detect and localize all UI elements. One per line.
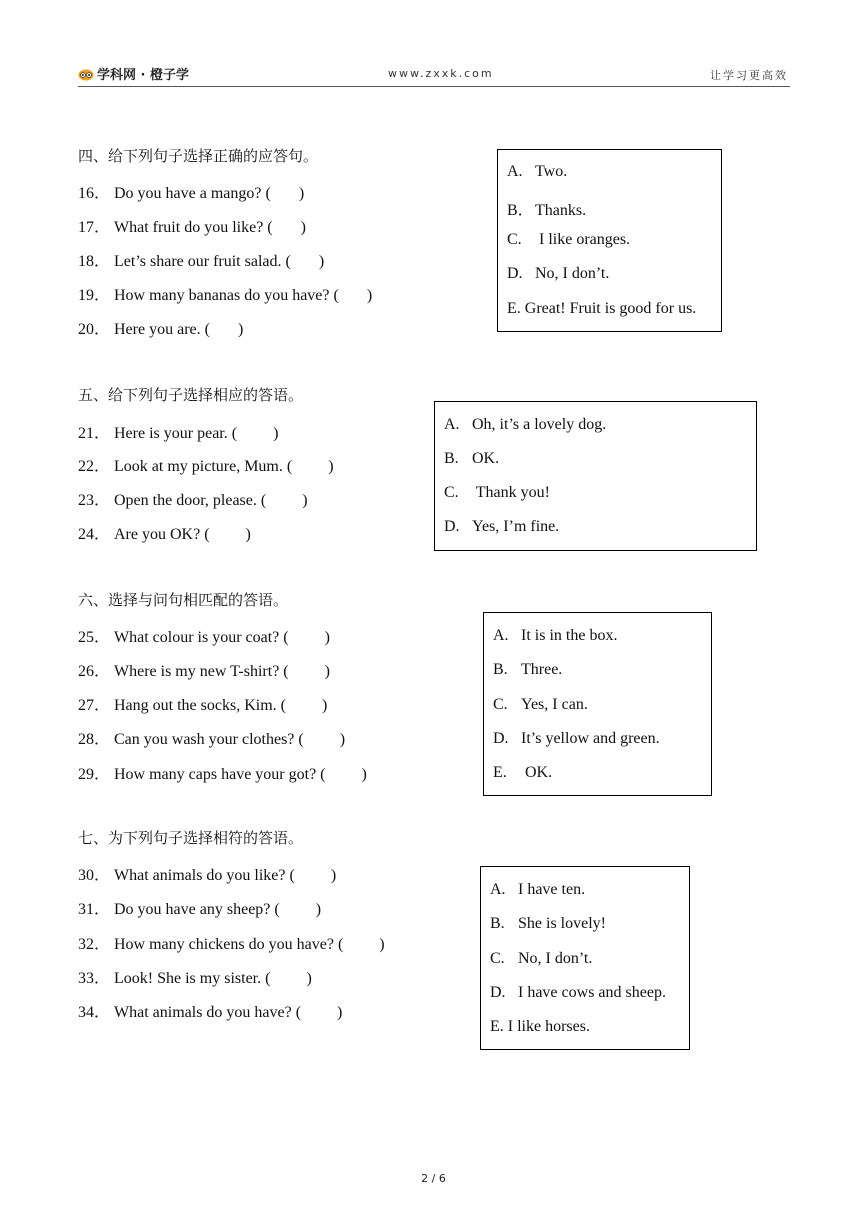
question-item — [78, 761, 367, 784]
owl-logo-icon — [78, 67, 94, 81]
question-text: Hang out the socks, Kim. ( — [114, 697, 286, 714]
question-number: 25． — [78, 629, 111, 646]
options-box — [497, 149, 722, 332]
option-text: No, I don’t. — [518, 950, 593, 967]
option-item — [444, 450, 499, 468]
answer-blank-close[interactable]: ) — [318, 253, 325, 270]
site-slogan: 让学习更高效 — [710, 69, 788, 82]
question-item — [78, 965, 312, 988]
option-text: OK. — [521, 764, 553, 781]
option-text: Yes, I can. — [521, 696, 588, 713]
question-number: 34． — [78, 1004, 111, 1021]
logo-text: 学科网 · 橙子学 — [97, 68, 189, 83]
question-item — [78, 248, 324, 271]
option-text: Thanks. — [535, 202, 587, 219]
page-number: 2 / 6 — [421, 1172, 446, 1185]
question-item — [78, 999, 342, 1022]
option-text: I have cows and sheep. — [518, 984, 666, 1001]
question-item — [78, 316, 243, 339]
question-text: Open the door, please. ( — [114, 492, 267, 509]
option-item — [490, 984, 666, 1002]
option-item — [444, 484, 550, 502]
option-text: No, I don’t. — [535, 265, 610, 282]
question-item — [78, 624, 330, 647]
option-letter: B. — [493, 661, 508, 678]
option-text: Thank you! — [472, 484, 550, 501]
option-item — [507, 197, 586, 220]
option-letter: E. — [493, 764, 507, 781]
option-letter: D. — [444, 518, 460, 535]
question-text: How many chickens do you have? ( — [114, 936, 344, 953]
option-text: OK. — [472, 450, 500, 467]
question-number: 28． — [78, 731, 111, 748]
question-item — [78, 658, 330, 681]
option-item — [490, 881, 585, 899]
option-letter: D. — [507, 265, 523, 282]
question-number: 22． — [78, 458, 111, 475]
question-text: Look at my picture, Mum. ( — [114, 458, 293, 475]
option-text: It’s yellow and green. — [521, 730, 660, 747]
question-text: How many caps have your got? ( — [114, 766, 326, 783]
option-item — [507, 265, 609, 283]
option-text: I have ten. — [518, 881, 586, 898]
question-text: Let’s share our fruit salad. ( — [114, 253, 291, 270]
question-number: 20． — [78, 321, 111, 338]
answer-blank-close[interactable]: ) — [361, 766, 367, 783]
answer-blank-close[interactable]: ) — [339, 731, 346, 748]
option-text: E. I like horses. — [490, 1018, 590, 1035]
option-text: Three. — [521, 661, 563, 678]
option-letter: D. — [493, 730, 509, 747]
option-item — [490, 950, 592, 968]
question-item — [78, 896, 321, 919]
options-box — [483, 612, 712, 796]
question-text: What fruit do you like? ( — [114, 219, 273, 236]
answer-blank-close[interactable]: ) — [366, 287, 373, 304]
option-text: Yes, I’m fine. — [472, 518, 560, 535]
option-letter: A. — [490, 881, 506, 898]
question-number: 16． — [78, 185, 111, 202]
options-box — [434, 401, 757, 551]
question-text: Can you wash your clothes? ( — [114, 731, 304, 748]
section-title: 七、为下列句子选择相符的答语。 — [78, 829, 304, 847]
option-item — [490, 915, 606, 933]
option-letter: D. — [490, 984, 506, 1001]
question-number: 26． — [78, 663, 111, 680]
question-item — [78, 862, 336, 885]
question-text: What colour is your coat? ( — [114, 629, 289, 646]
question-number: 23． — [78, 492, 111, 509]
option-text: Two. — [535, 163, 568, 180]
answer-blank-close[interactable]: ) — [298, 185, 305, 202]
question-text: What animals do you have? ( — [114, 1004, 302, 1021]
answer-blank-close[interactable]: ) — [337, 1004, 343, 1021]
page-header — [78, 62, 790, 87]
option-item — [444, 416, 606, 434]
option-item — [507, 300, 696, 318]
answer-blank-close[interactable]: ) — [315, 901, 322, 918]
question-number: 30． — [78, 867, 111, 884]
option-item — [493, 696, 588, 714]
question-text: Are you OK? ( — [114, 526, 210, 543]
question-text: What animals do you like? ( — [114, 867, 295, 884]
option-letter: A. — [507, 163, 523, 180]
question-item — [78, 487, 308, 510]
answer-blank-close[interactable]: ) — [273, 425, 279, 442]
question-item — [78, 453, 334, 476]
question-number: 32． — [78, 936, 111, 953]
option-letter: B. — [490, 915, 505, 932]
question-number: 21． — [78, 425, 111, 442]
question-item — [78, 931, 385, 954]
option-item — [493, 730, 660, 748]
option-letter: A. — [493, 627, 509, 644]
question-item — [78, 726, 345, 749]
question-text: Do you have a mango? ( — [114, 185, 271, 202]
option-item — [444, 518, 559, 536]
question-item — [78, 214, 306, 237]
question-item — [78, 692, 327, 715]
option-text: E. Great! Fruit is good for us. — [507, 300, 697, 317]
site-url[interactable]: www.zxxk.com — [388, 67, 494, 80]
question-number: 24． — [78, 526, 111, 543]
option-letter: B. — [444, 450, 459, 467]
answer-blank-close[interactable]: ) — [379, 936, 385, 953]
option-letter: A. — [444, 416, 460, 433]
question-text: Where is my new T-shirt? ( — [114, 663, 289, 680]
option-item — [507, 231, 630, 249]
question-text: How many bananas do you have? ( — [114, 287, 339, 304]
option-letter: B． — [507, 202, 534, 219]
section-title: 六、选择与问句相匹配的答语。 — [78, 591, 289, 609]
option-letter: C. — [493, 696, 508, 713]
option-text: Oh, it’s a lovely dog. — [472, 416, 607, 433]
section-title: 四、给下列句子选择正确的应答句。 — [78, 147, 319, 165]
option-item — [493, 661, 562, 679]
question-text: Here you are. ( — [114, 321, 210, 338]
section-title: 五、给下列句子选择相应的答语。 — [78, 386, 304, 404]
question-text: Here is your pear. ( — [114, 425, 238, 442]
answer-blank-close[interactable]: ) — [237, 321, 244, 338]
option-letter: C. — [444, 484, 459, 501]
question-number: 33． — [78, 970, 111, 987]
answer-blank-close[interactable]: ) — [321, 697, 328, 714]
question-number: 31． — [78, 901, 111, 918]
option-text: It is in the box. — [521, 627, 618, 644]
question-text: Do you have any sheep? ( — [114, 901, 280, 918]
answer-blank-close[interactable]: ) — [300, 219, 306, 236]
option-text: I like oranges. — [535, 231, 631, 248]
site-logo — [78, 64, 189, 83]
answer-blank-close[interactable]: ) — [328, 458, 334, 475]
option-item — [490, 1018, 590, 1036]
answer-blank-close[interactable]: ) — [245, 526, 251, 543]
answer-blank-close[interactable]: ) — [324, 663, 330, 680]
answer-blank-close[interactable]: ) — [330, 867, 337, 884]
options-box — [480, 866, 690, 1050]
question-item — [78, 282, 372, 305]
question-item — [78, 521, 251, 544]
question-item — [78, 180, 304, 203]
question-number: 29． — [78, 766, 111, 783]
option-item — [493, 627, 617, 645]
option-item — [493, 764, 552, 782]
option-letter: C. — [507, 231, 522, 248]
answer-blank-close[interactable]: ) — [302, 492, 308, 509]
answer-blank-close[interactable]: ) — [306, 970, 312, 987]
question-number: 17． — [78, 219, 111, 236]
question-item — [78, 420, 278, 443]
question-number: 19． — [78, 287, 111, 304]
option-item — [507, 163, 567, 181]
question-text: Look! She is my sister. ( — [114, 970, 271, 987]
answer-blank-close[interactable]: ) — [324, 629, 330, 646]
option-letter: C. — [490, 950, 505, 967]
question-number: 27． — [78, 697, 111, 714]
question-number: 18． — [78, 253, 111, 270]
option-text: She is lovely! — [518, 915, 606, 932]
